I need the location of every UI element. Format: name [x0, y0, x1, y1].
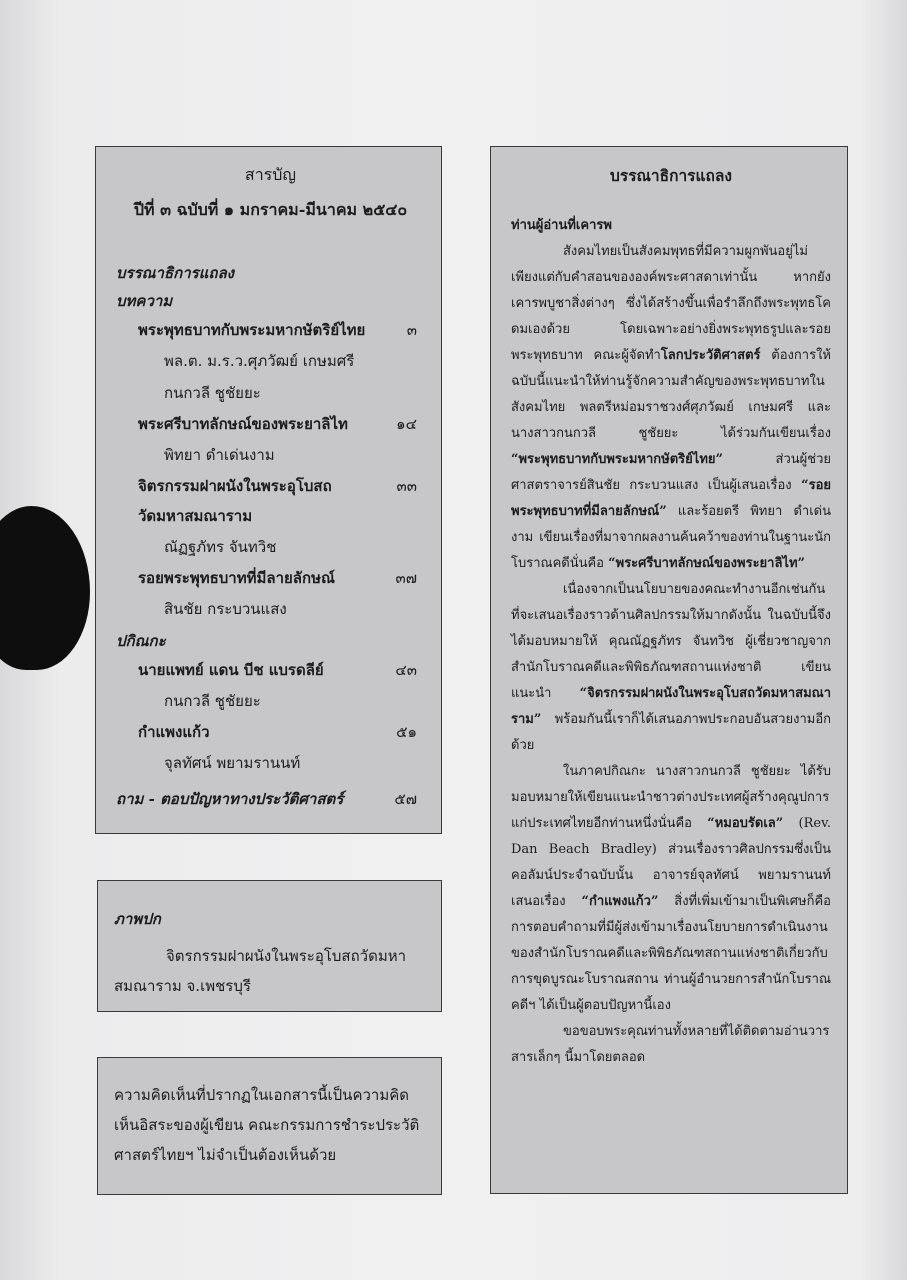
article-title: พระพุทธบาทกับพระมหากษัตริย์ไทย: [138, 321, 366, 339]
cover-caption: จิตรกรรมฝาผนังในพระอุโบสถวัดมหาสมณาราม จ.เพชรบุรี: [114, 947, 407, 995]
toc-issue: ปีที่ ๓ ฉบับที่ ๑ มกราคม-มีนาคม ๒๕๔๐: [133, 200, 408, 219]
toc-article[interactable]: [116, 563, 425, 593]
page-number: ๑๔: [396, 415, 417, 433]
text-run-bold: “หมอบรัดเล”: [707, 816, 784, 831]
text-run: ส่วนผู้ช่วยศาสตราจารย์สินชัย กระบวนแสง เป็นผู้เสนอเรื่อง: [511, 452, 831, 493]
article-title: จิตรกรรมฝาผนังในพระอุโบสถ: [138, 477, 332, 495]
article-author: กนกวลี ชูชัยยะ: [164, 384, 261, 402]
page-number: ๓: [406, 321, 417, 339]
editorial-paragraph: [511, 759, 831, 1019]
article-title: ถาม - ตอบปัญหาทางประวัติศาสตร์: [116, 790, 344, 808]
disclaimer-box: [97, 1057, 442, 1195]
text-run-bold: “จิตรกรรมฝาผนังในพระอุโบสถวัดมหาสมณาราม”: [511, 686, 831, 727]
toc-article[interactable]: [116, 655, 425, 685]
editorial-paragraph: [511, 239, 831, 577]
article-title: กำแพงแก้ว: [138, 723, 210, 741]
text-run: ต้องการให้ฉบับนี้แนะนำให้ท่านรู้จักความสำคัญของพระพุทธบาทในสังคมไทย พลตรีหม่อมราชวงศ์ศุภวัฒย์ เกษมศรี และนางสาวกนกวลี ชูชัยยะ ได้ร่วมกันเขียนเรื่อง: [511, 348, 831, 441]
page-number: ๔๓: [395, 661, 417, 679]
cover-title: ภาพปก: [114, 910, 161, 928]
text-run: และร้อยตรี พิทยา ดำเด่นงาม เขียนเรื่องที่มาจากผลงานค้นคว้าของท่านในฐานะนักโบราณคดีนั่นคือ: [511, 504, 831, 571]
text-run: พร้อมกันนี้เราก็ได้เสนอภาพประกอบอันสวยงามอีกด้วย: [511, 712, 831, 753]
text-run: (Rev. Dan Beach Bradley) ส่วนเรื่องราวศิลปกรรมซึ่งเป็นคอลัมน์ประจำฉบับนั้น อาจารย์จุลทัศน์ พยามรานนท์ เสนอเรื่อง: [511, 816, 832, 909]
cover-info-box: [97, 880, 442, 1012]
article-title: พระศรีบาทลักษณ์ของพระยาลิไท: [138, 415, 348, 433]
editorial-box: [490, 146, 848, 1194]
toc-misc-heading: ปกิณกะ: [116, 632, 166, 650]
article-title: นายแพทย์ แดน บีช แบรดลีย์: [138, 661, 324, 679]
text-run-bold: “พระพุทธบาทกับพระมหากษัตริย์ไทย”: [511, 452, 723, 467]
article-author: กนกวลี ชูชัยยะ: [164, 692, 261, 710]
toc-article[interactable]: [116, 471, 425, 501]
page-number: ๕๗: [394, 790, 417, 808]
toc-articles-heading: บทความ: [116, 292, 173, 310]
table-of-contents: [95, 146, 442, 834]
toc-article[interactable]: [116, 717, 425, 747]
toc-editorial-link[interactable]: บรรณาธิการแถลง: [116, 264, 234, 282]
text-run: เนื่องจากเป็นนโยบายของคณะทำงานอีกเช่นกันที่จะเสนอเรื่องราวด้านศิลปกรรมให้มากดังนั้น ในฉบับนี้จึงได้มอบหมายให้ คุณณัฏฐภัทร จันทวิช ผู้เชี่ยวชาญจากสำนักโบราณคดีและพิพิธภัณฑสถานแห่งชาติ เขียนแนะนำ: [511, 582, 831, 701]
page-number: ๓๓: [396, 477, 417, 495]
page-number: ๕๑: [396, 723, 417, 741]
text-run-bold: “รอยพระพุทธบาทที่มีลายลักษณ์”: [511, 478, 831, 519]
toc-qa[interactable]: [116, 783, 425, 815]
editorial-title: บรรณาธิการแถลง: [610, 166, 732, 185]
editorial-paragraph: ขอขอบพระคุณท่านทั้งหลายที่ได้ติดตามอ่านวารสารเล็กๆ นี้มาโดยตลอด: [511, 1024, 830, 1065]
text-run: สังคมไทยเป็นสังคมพุทธที่มีความผูกพันอยู่ไม่เพียงแต่กับคำสอนขององค์พระศาสดาเท่านั้น หากยังเคารพบูชาสิ่งต่างๆ ซึ่งได้สร้างขึ้นเพื่อรำลึกถึงพระพุทธโคดมเองด้วย โดยเฉพาะอย่างยิ่งพระพุทธรูปและรอยพระพุทธบาท คณะผู้จัดทำ: [511, 244, 831, 363]
toc-article[interactable]: [116, 409, 425, 439]
text-run-bold: “พระศรีบาทลักษณ์ของพระยาลิไท”: [608, 556, 806, 571]
editorial-paragraph: [511, 577, 831, 759]
toc-article[interactable]: [116, 315, 425, 345]
article-author: พล.ต. ม.ร.ว.ศุภวัฒย์ เกษมศรี: [164, 352, 355, 370]
text-run-bold: โลกประวัติศาสตร์: [660, 348, 761, 363]
article-author: ณัฏฐภัทร จันทวิช: [164, 538, 277, 556]
text-run: ในภาคปกิณกะ นางสาวกนกวลี ชูชัยยะ ได้รับมอบหมายให้เขียนแนะนำชาวต่างประเทศผู้สร้างคุณูปการแก่ประเทศไทยอีกท่านหนึ่งนั่นคือ: [511, 764, 831, 831]
page-number: ๓๗: [395, 569, 417, 587]
toc-title: สารบัญ: [244, 165, 297, 184]
text-run-bold: “กำแพงแก้ว”: [581, 894, 659, 909]
text-run: สิ่งที่เพิ่มเข้ามาเป็นพิเศษก็คือ การตอบคำถามที่มีผู้ส่งเข้ามาเรื่องนโยบายการดำเนินงานของสำนักโบราณคดีและพิพิธภัณฑสถานแห่งชาติเกี่ยวกับการขุดบูรณะโบราณสถาน ท่านผู้อำนวยการสำนักโบราณคดีฯ ได้เป็นผู้ตอบปัญหานี้เอง: [511, 894, 831, 1013]
article-author: พิทยา ดำเด่นงาม: [164, 446, 275, 464]
toc-article-title-cont[interactable]: วัดมหาสมณาราม: [138, 507, 253, 525]
article-title: รอยพระพุทธบาทที่มีลายลักษณ์: [138, 569, 335, 587]
article-author: จุลทัศน์ พยามรานนท์: [164, 754, 301, 772]
disclaimer-text: ความคิดเห็นที่ปรากฏในเอกสารนี้เป็นความคิดเห็นอิสระของผู้เขียน คณะกรรมการชำระประวัติศาสตร์ไทยฯ ไม่จำเป็นต้องเห็นด้วย: [114, 1086, 420, 1164]
editorial-greeting: ท่านผู้อ่านที่เคารพ: [511, 218, 612, 233]
article-author: สินชัย กระบวนแสง: [164, 600, 287, 618]
